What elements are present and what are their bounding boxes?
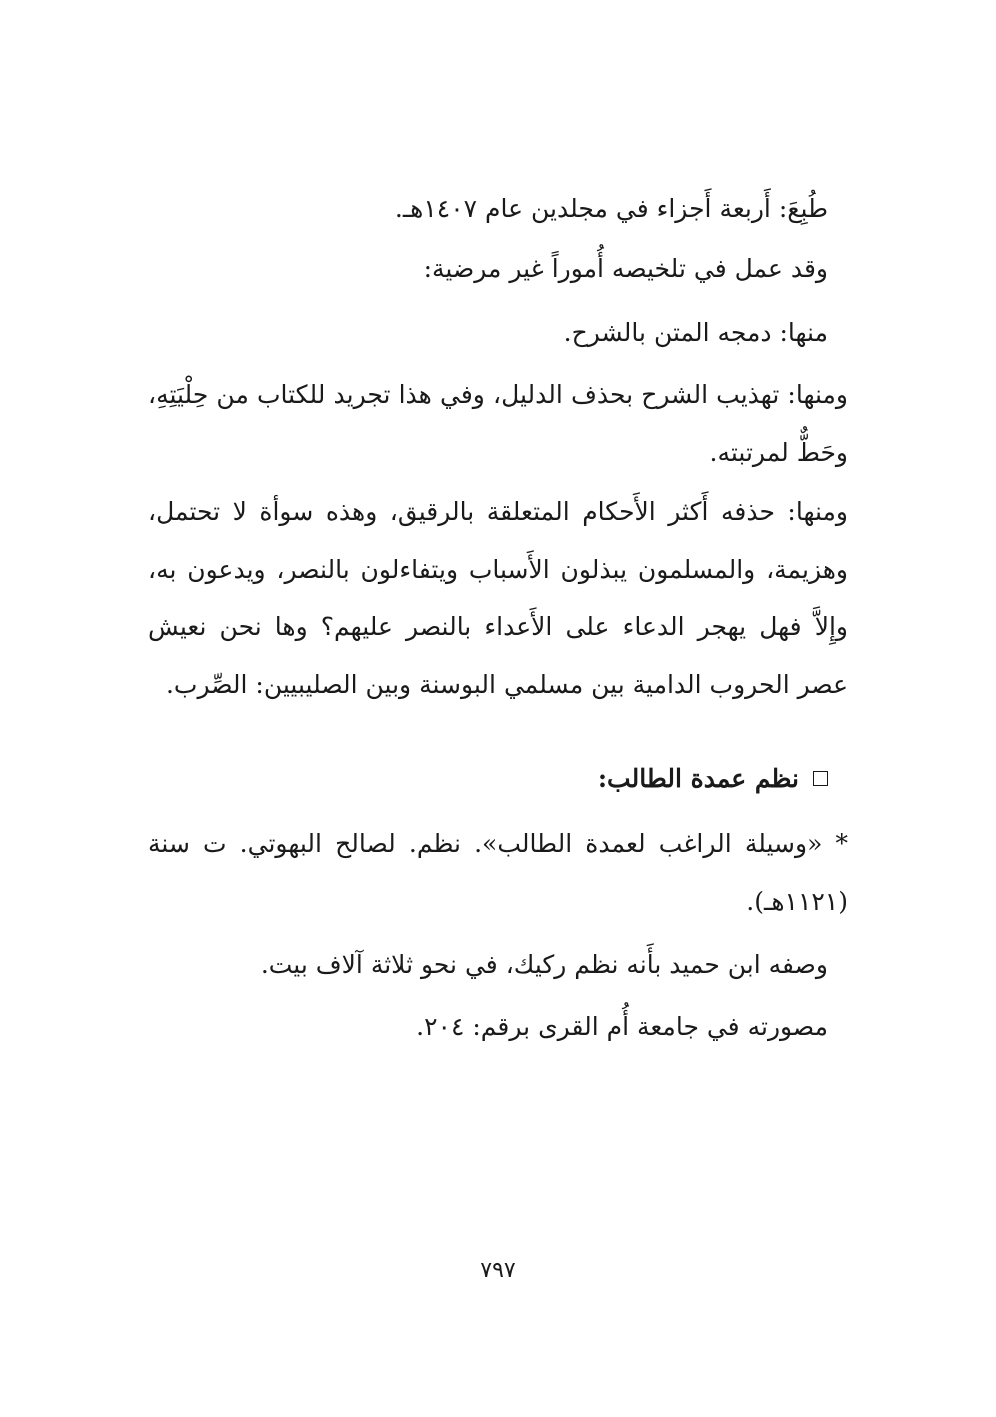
bibliography-entry: * «وسيلة الراغب لعمدة الطالب». نظم. لصالح البهوتي. ت سنة (١١٢١هـ). — [148, 829, 848, 916]
criticism-item-3: ومنها: حذفه أَكثر الأَحكام المتعلقة بالرقيق، وهذه سوأة لا تحتمل، وهزيمة، والمسلمون يبذلون الأَسباب ويتفاءلون بالنصر، ويدعون به، وإِلاَّ فهل يهجر الدعاء على الأَعداء بالنصر عليهم؟ وها نحن نعيش عصر الحروب الدامية بين مسلمي البوسنة وبين الصليبيين: الصِّرب. — [148, 497, 848, 699]
description-line: وصفه ابن حميد بأَنه نظم ركيك، في نحو ثلاثة آلاف بيت. — [260, 950, 828, 979]
criticism-item-2: ومنها: تهذيب الشرح بحذف الدليل، وفي هذا تجريد للكتاب من حِلْيَتِهِ، وحَطٌّ لمرتبته. — [148, 380, 848, 467]
criticism-item-1: منها: دمجه المتن بالشرح. — [563, 318, 828, 347]
location-line: مصورته في جامعة أُم القرى برقم: ٢٠٤. — [416, 1012, 828, 1041]
square-bullet-icon — [813, 771, 828, 786]
section-heading-text: نظم عمدة الطالب: — [597, 764, 799, 793]
page-number: ٧٩٧ — [480, 1258, 516, 1283]
printing-info-line: طُبِعَ: أَربعة أَجزاء في مجلدين عام ١٤٠٧هـ. — [394, 194, 828, 223]
section-heading — [598, 750, 828, 807]
summary-intro-line: وقد عمل في تلخيصه أُموراً غير مرضية: — [423, 254, 828, 283]
